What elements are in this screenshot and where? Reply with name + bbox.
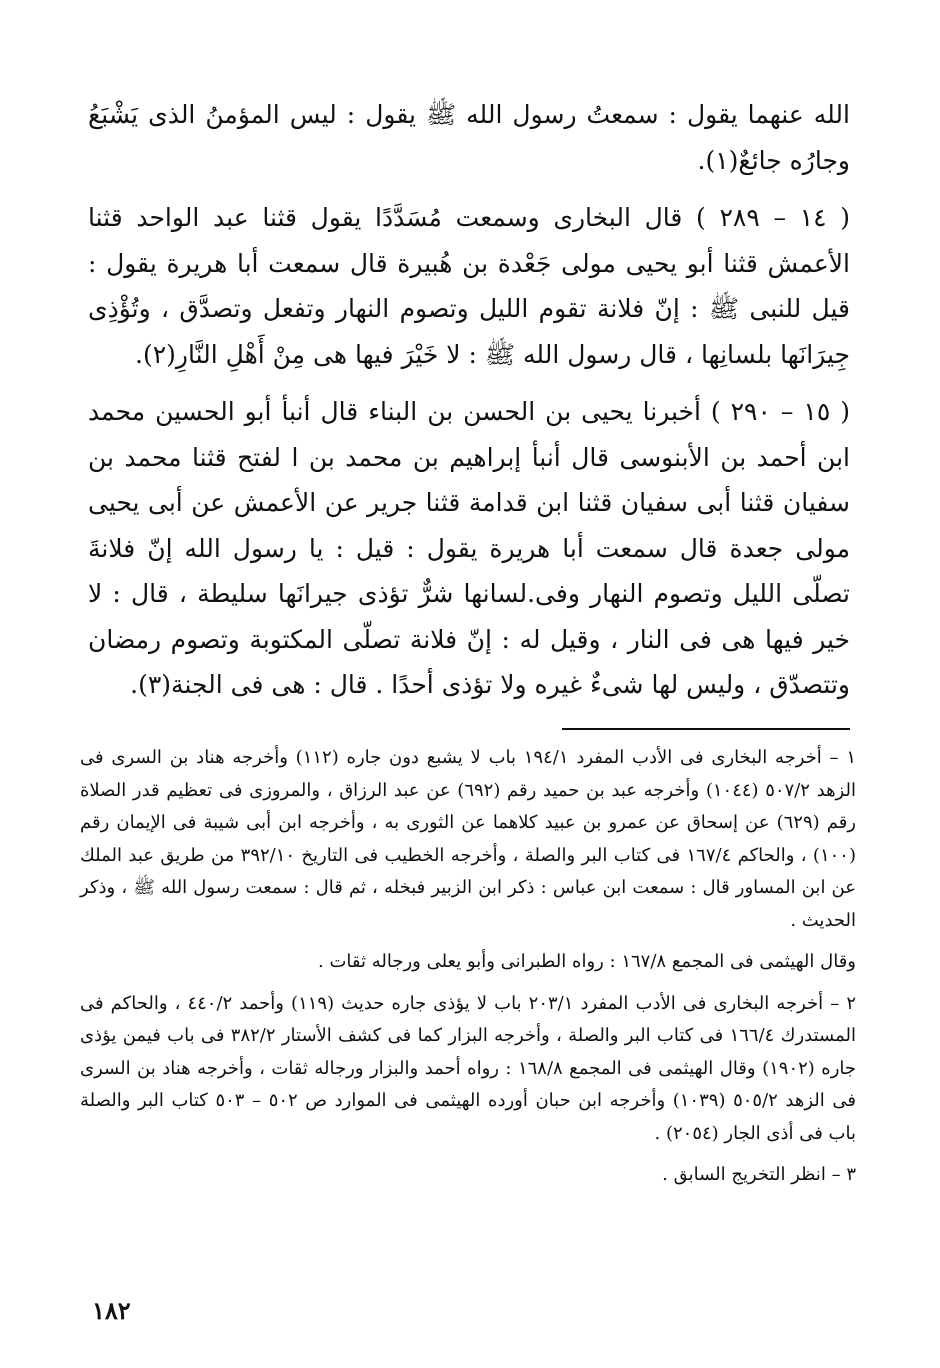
footnote-divider xyxy=(562,728,850,730)
footnote-1: ١ – أخرجه البخارى فى الأدب المفرد ١٩٤/١ باب لا يشبع دون جاره (١١٢) وأخرجه هناد بن السرى فى الزهد ٥٠٧/٢ (١٠٤٤) وأخرجه عبد بن حميد رقم (٦٩٢) عن عبد الرزاق ، والمروزى فى تعظيم قدر الصلاة رقم (٦٢٩) عن إسحاق عن عمرو بن عبيد كلاهما عن الثورى به ، وأخرجه ابن أبى شيبة فى الإيمان رقم (١٠٠) ، والحاكم ١٦٧/٤ فى كتاب البر والصلة ، وأخرجه الخطيب فى التاريخ ٣٩٢/١٠ من طريق عبد الملك عن ابن المساور قال : سمعت ابن عباس : ذكر ابن الزبير فبخله ، ثم قال : سمعت رسول الله ﷺ ، وذكر الحديث . xyxy=(80,747,857,931)
footnote-2: ٢ – أخرجه البخارى فى الأدب المفرد ٢٠٣/١ باب لا يؤذى جاره حديث (١١٩) وأحمد ٤٤٠/٢ ، والحاكم فى المستدرك ١٦٦/٤ فى كتاب البر والصلة ، وأخرجه البزار كما فى كشف الأستار ٣٨٢/٢ فى باب فيمن يؤذى جاره (١٩٠٢) وقال الهيثمى فى المجمع ١٦٨/٨ : رواه أحمد والبزار ورجاله ثقات ، وأخرجه هناد بن السرى فى الزهد ٥٠٥/٢ (١٠٣٩) وأخرجه ابن حبان أورده الهيثمى فى الموارد ص ٥٠٢ – ٥٠٣ كتاب البر والصلة باب فى أذى الجار (٢٠٥٤) . xyxy=(80,992,857,1144)
footnote-1-haythami: وقال الهيثمى فى المجمع ١٦٧/٨ : رواه الطبرانى وأبو يعلى ورجاله ثقات . xyxy=(318,951,856,972)
footnote-3: ٣ – انظر التخريج السابق . xyxy=(662,1164,856,1185)
page-number: ١٨٢ xyxy=(92,1296,131,1325)
footnotes xyxy=(80,742,856,1192)
paragraph-hadith-289: ( ١٤ – ٢٨٩ ) قال البخارى وسمعت مُسَدَّدًا يقول قثنا عبد الواحد قثنا الأعمش قثنا أبو يحيى مولى جَعْدة بن هُبيرة قال سمعت أبا هريرة يقول : قيل للنبى ﷺ : إنّ فلانة تقوم الليل وتصوم النهار وتفعل وتصدَّق ، وتُؤْذِى جِيرَانَها بلسانِها ، قال رسول الله ﷺ : لا خَيْرَ فيها هى مِنْ أَهْلِ النَّارِ(٢). xyxy=(88,203,850,369)
paragraph-hadith-intro: الله عنهما يقول : سمعتُ رسول الله ﷺ يقول : ليس المؤمنُ الذى يَشْبَعُ وجارُه جائعٌ(١). xyxy=(88,100,850,175)
paragraph-hadith-290: ( ١٥ – ٢٩٠ ) أخبرنا يحيى بن الحسن بن البناء قال أنبأ أبو الحسين محمد ابن أحمد بن الأبنوسى قال أنبأ إبراهيم بن محمد بن ا لفتح قثنا محمد بن سفيان قثنا أبى سفيان قثنا ابن قدامة قثنا جرير عن الأعمش عن أبى يحيى مولى جعدة قال سمعت أبا هريرة يقول : قيل : يا رسول الله إنّ فلانةَ تصلّى الليل وتصوم النهار وفى.لسانها شرٌّ تؤذى جيرانَها سليطة ، قال : لا خير فيها هى فى النار ، وقيل له : إنّ فلانة تصلّى المكتوبة وتصوم رمضان وتتصدّق ، وليس لها شىءٌ غيره ولا تؤذى أحدًا . قال : هى فى الجنة(٣). xyxy=(88,397,850,699)
main-text xyxy=(88,92,850,708)
